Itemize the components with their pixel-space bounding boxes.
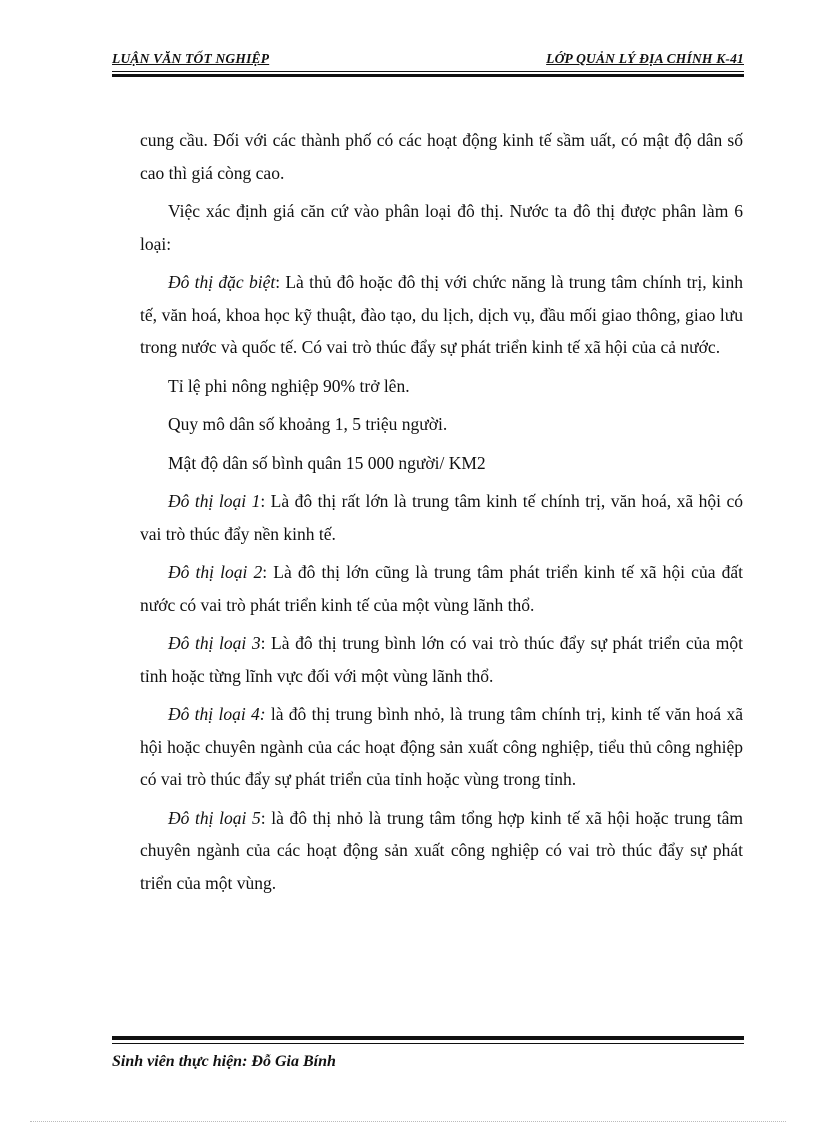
paragraph-city-type-5 <box>140 802 743 900</box>
paragraph-term: Đô thị loại 4: <box>168 704 266 724</box>
paragraph-text: cung cầu. Đối với các thành phố có các hoạt động kinh tế sầm uất, có mật độ dân số cao thì giá còng cao. <box>140 130 743 183</box>
header-class-name: LỚP QUẢN LÝ ĐỊA CHÍNH K-41 <box>546 51 744 66</box>
paragraph-non-agri-ratio <box>140 370 743 403</box>
paragraph-term: Đô thị loại 2 <box>168 562 263 582</box>
paragraph-city-type-4 <box>140 698 743 796</box>
page-body <box>140 124 743 905</box>
paragraph-term: Đô thị loại 5 <box>168 807 261 828</box>
paragraph-term: Đô thị loại 1 <box>168 491 261 511</box>
paragraph-text: Tỉ lệ phi nông nghiệp 90% trở lên. <box>168 375 410 396</box>
paragraph-text: : Là đô thị lớn cũng là trung tâm phát triển kinh tế xã hội của đất nước có vai trò phát triển kinh tế của một vùng lãnh thổ. <box>140 562 743 615</box>
paragraph-city-type-3 <box>140 627 743 692</box>
paragraph-term: Đô thị loại 3 <box>168 633 261 653</box>
page-bottom-edge <box>30 1121 786 1122</box>
paragraph-special-city <box>140 266 743 364</box>
paragraph-population <box>140 408 743 441</box>
footer-student-name: Sinh viên thực hiện: Đỗ Gia Bính <box>112 1053 336 1070</box>
header-divider-thick <box>112 74 744 77</box>
paragraph-term: Đô thị đặc biệt <box>168 272 276 292</box>
paragraph-text: : Là đô thị rất lớn là trung tâm kinh tế chính trị, văn hoá, xã hội có vai trò thúc đẩy nền kinh tế. <box>140 491 744 544</box>
paragraph-text: : Là thủ đô hoặc đô thị với chức năng là trung tâm chính trị, kinh tế, văn hoá, khoa học kỹ thuật, đào tạo, du lịch, dịch vụ, đầu mối giao thông, giao lưu trong nước và quốc tế. Có vai trò thúc đẩy sự phát triển kinh tế xã hội của cả nước. <box>140 272 743 357</box>
paragraph-density <box>140 447 743 480</box>
paragraph-text: Quy mô dân số khoảng 1, 5 triệu người. <box>168 414 448 434</box>
paragraph-text: : Là đô thị trung bình lớn có vai trò thúc đẩy sự phát triển của một tỉnh hoặc từng lĩnh vực đối với một vùng lãnh thổ. <box>140 633 743 686</box>
paragraph-city-type-1 <box>140 485 743 550</box>
header-divider-thin <box>112 71 744 72</box>
paragraph-continuation <box>140 124 743 189</box>
header-thesis-title: LUẬN VĂN TỐT NGHIỆP <box>112 51 270 66</box>
paragraph-text: : là đô thị nhỏ là trung tâm tổng hợp kinh tế xã hội hoặc trung tâm chuyên ngành của các hoạt động sản xuất công nghiệp có vai trò thúc đẩy sự phát triển của một vùng. <box>140 807 743 893</box>
paragraph-text: Mật độ dân số bình quân 15 000 người/ KM2 <box>168 452 486 473</box>
paragraph-text: là đô thị trung bình nhỏ, là trung tâm chính trị, kinh tế văn hoá xã hội hoặc chuyên ngành của các hoạt động sản xuất công nghiệp, tiểu thủ công nghiệp có vai trò thúc đẩy sự phát triển của tỉnh hoặc vùng trong tỉnh. <box>140 704 743 789</box>
paragraph-text: Việc xác định giá căn cứ vào phân loại đô thị. Nước ta đô thị được phân làm 6 loại: <box>140 201 743 254</box>
footer-divider-thin <box>112 1043 744 1044</box>
paragraph-city-type-2 <box>140 556 743 621</box>
footer-divider-thick <box>112 1036 744 1040</box>
page-header <box>112 44 744 74</box>
paragraph-intro <box>140 195 743 260</box>
